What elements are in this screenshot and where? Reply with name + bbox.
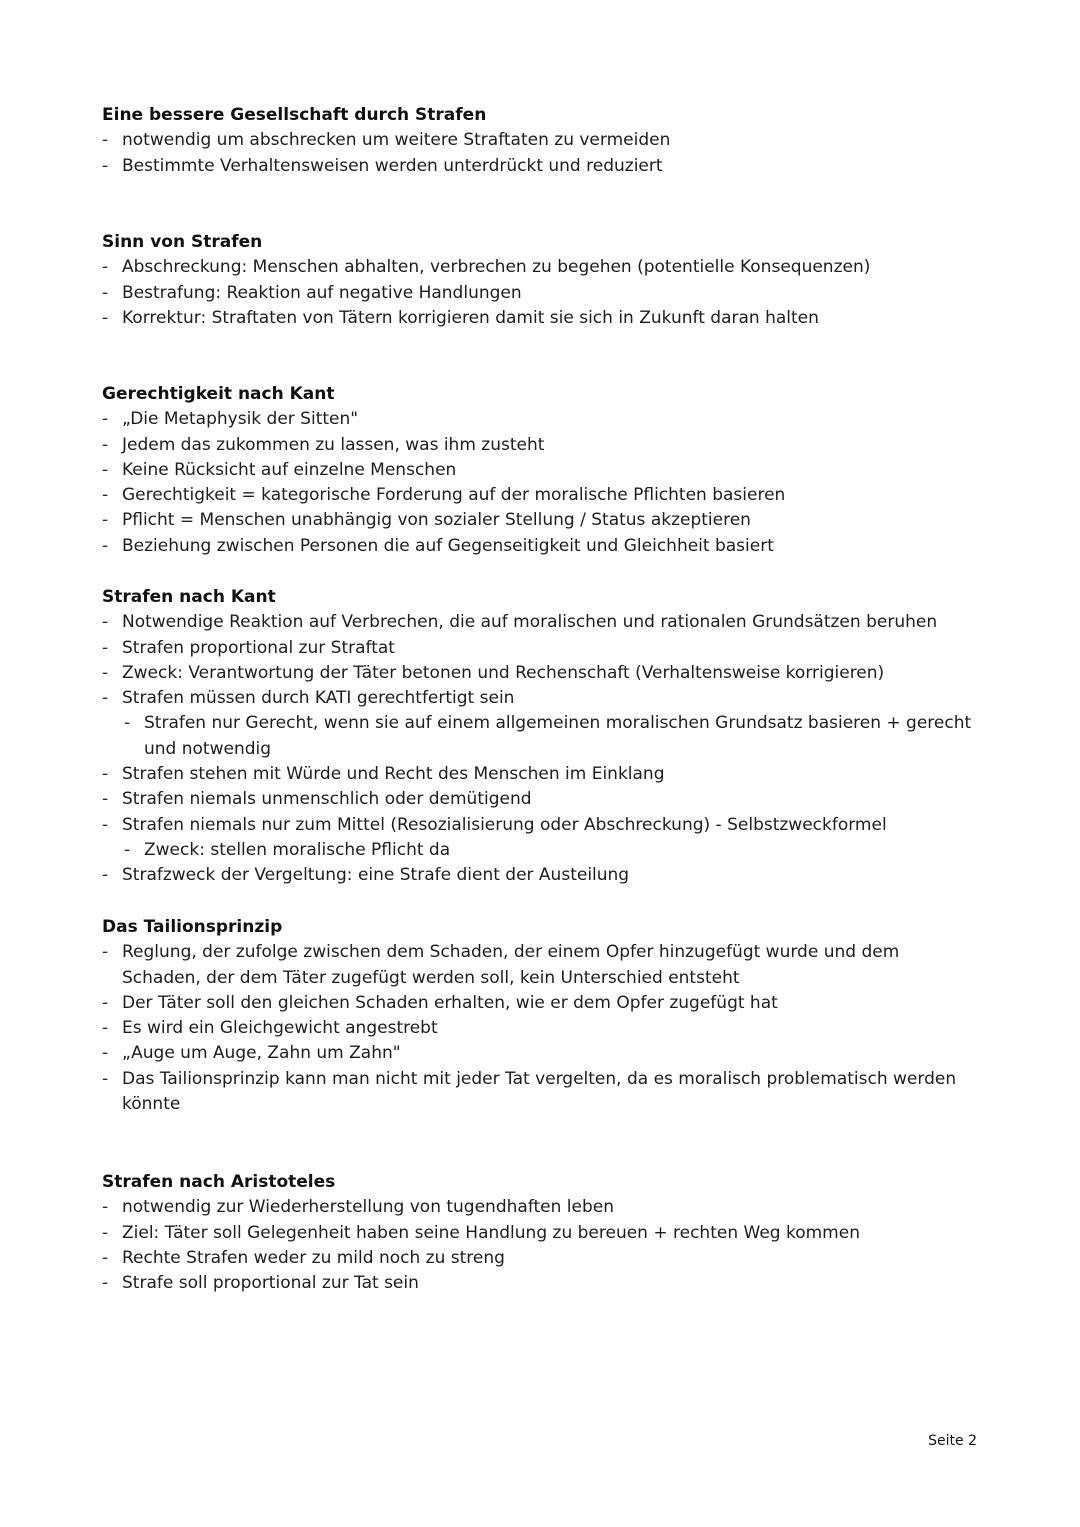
section-bessere-gesellschaft: [102, 103, 982, 179]
bullet-list: [102, 610, 982, 888]
list-item: - Strafen stehen mit Würde und Recht des Menschen im Einklang: [102, 762, 982, 787]
section-strafen-aristoteles: [102, 1170, 982, 1296]
sub-list-item: - Strafen nur Gerecht, wenn sie auf einem allgemeinen moralischen Grundsatz basieren + gerecht und notwendig: [102, 711, 982, 762]
section-sinn-von-strafen: [102, 230, 982, 331]
bullet-list: [102, 940, 982, 1117]
list-item: - notwendig um abschrecken um weitere Straftaten zu vermeiden: [102, 128, 982, 153]
list-item: - Jedem das zukommen zu lassen, was ihm zusteht: [102, 433, 982, 458]
list-item: - notwendig zur Wiederherstellung von tugendhaften leben: [102, 1195, 982, 1220]
section-heading: Strafen nach Kant: [102, 587, 276, 607]
section-heading: Eine bessere Gesellschaft durch Strafen: [102, 105, 487, 125]
section-tailionsprinzip: [102, 915, 982, 1117]
list-item: - Keine Rücksicht auf einzelne Menschen: [102, 458, 982, 483]
list-item: - Gerechtigkeit = kategorische Forderung auf der moralische Pflichten basieren: [102, 483, 982, 508]
list-item: - Strafzweck der Vergeltung: eine Strafe dient der Austeilung: [102, 863, 982, 888]
list-item: - Reglung, der zufolge zwischen dem Schaden, der einem Opfer hinzugefügt wurde und dem Schaden, der dem Täter zugefügt werden soll, kein Unterschied entsteht: [102, 940, 982, 991]
bullet-list: [102, 407, 982, 559]
list-item: - Ziel: Täter soll Gelegenheit haben seine Handlung zu bereuen + rechten Weg kommen: [102, 1221, 982, 1246]
list-item: - Es wird ein Gleichgewicht angestrebt: [102, 1016, 982, 1041]
section-heading: Gerechtigkeit nach Kant: [102, 384, 335, 404]
list-item: - Strafe soll proportional zur Tat sein: [102, 1271, 982, 1296]
list-item: - Strafen müssen durch KATI gerechtfertigt sein: [102, 686, 982, 711]
list-item: - „Die Metaphysik der Sitten": [102, 407, 982, 432]
list-item: - Zweck: Verantwortung der Täter betonen und Rechenschaft (Verhaltensweise korrigieren): [102, 661, 982, 686]
list-item: - Korrektur: Straftaten von Tätern korrigieren damit sie sich in Zukunft daran halten: [102, 306, 982, 331]
list-item: - Strafen niemals nur zum Mittel (Resozialisierung oder Abschreckung) - Selbstzweckformel: [102, 813, 982, 838]
bullet-list: [102, 1195, 982, 1296]
section-strafen-kant: [102, 585, 982, 889]
list-item: - Strafen niemals unmenschlich oder demütigend: [102, 787, 982, 812]
list-item: - „Auge um Auge, Zahn um Zahn": [102, 1041, 982, 1066]
section-heading: Sinn von Strafen: [102, 232, 263, 252]
list-item: - Strafen proportional zur Straftat: [102, 636, 982, 661]
bullet-list: [102, 128, 982, 179]
section-heading: Das Tailionsprinzip: [102, 917, 283, 937]
list-item: - Abschreckung: Menschen abhalten, verbrechen zu begehen (potentielle Konsequenzen): [102, 255, 982, 280]
list-item: - Das Tailionsprinzip kann man nicht mit jeder Tat vergelten, da es moralisch problematisch werden könnte: [102, 1067, 982, 1118]
page-number: Seite 2: [928, 1433, 977, 1449]
list-item: - Bestimmte Verhaltensweisen werden unterdrückt und reduziert: [102, 154, 982, 179]
list-item: - Pflicht = Menschen unabhängig von sozialer Stellung / Status akzeptieren: [102, 508, 982, 533]
list-item: - Der Täter soll den gleichen Schaden erhalten, wie er dem Opfer zugefügt hat: [102, 991, 982, 1016]
list-item: - Rechte Strafen weder zu mild noch zu streng: [102, 1246, 982, 1271]
bullet-list: [102, 255, 982, 331]
sub-list-item: - Zweck: stellen moralische Pflicht da: [102, 838, 982, 863]
list-item: - Bestrafung: Reaktion auf negative Handlungen: [102, 281, 982, 306]
list-item: - Beziehung zwischen Personen die auf Gegenseitigkeit und Gleichheit basiert: [102, 534, 982, 559]
section-heading: Strafen nach Aristoteles: [102, 1172, 336, 1192]
list-item: - Notwendige Reaktion auf Verbrechen, die auf moralischen und rationalen Grundsätzen beruhen: [102, 610, 982, 635]
section-gerechtigkeit-kant: [102, 382, 982, 559]
